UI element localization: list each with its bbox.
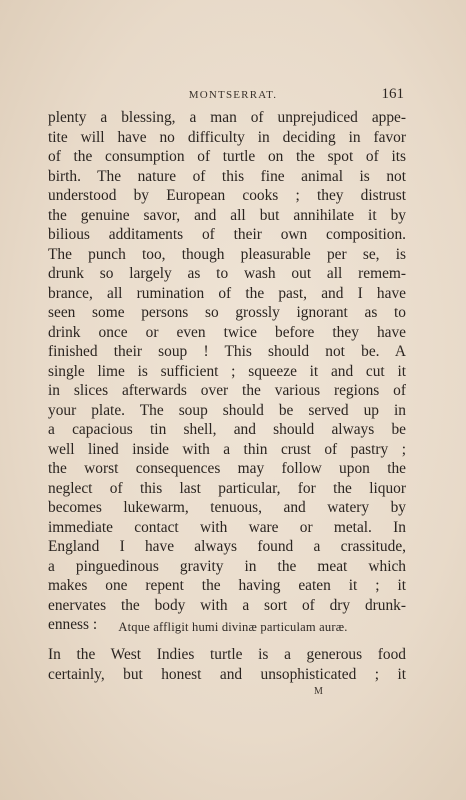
latin-quotation: Atque affligit humi divinæ particulam auræ. bbox=[118, 620, 348, 634]
body-text bbox=[48, 108, 406, 635]
signature-mark: M bbox=[314, 686, 324, 697]
text-line: In the West Indies turtle is a generous food bbox=[48, 646, 406, 663]
text-line: seen some persons so grossly ignorant as to bbox=[48, 304, 406, 321]
text-line: drink once or even twice before they have bbox=[48, 323, 406, 341]
text-line: plenty a blessing, a man of unprejudiced appe- bbox=[48, 109, 406, 126]
text-line: understood by European cooks ; they distrust bbox=[48, 187, 406, 204]
text-line: becomes lukewarm, tenuous, and watery by bbox=[48, 499, 406, 516]
text-line: in slices afterwards over the various regions of bbox=[48, 382, 406, 399]
page-number: 161 bbox=[381, 86, 404, 102]
text-line: The punch too, though pleasurable per se, is bbox=[48, 245, 406, 263]
text-line: a capacious tin shell, and should always be bbox=[48, 421, 406, 438]
text-line: a pinguedinous gravity in the meat which bbox=[48, 557, 406, 575]
text-line: the worst consequences may follow upon the bbox=[48, 460, 406, 477]
text-line: brance, all rumination of the past, and I have bbox=[48, 284, 406, 302]
text-line: well lined inside with a thin crust of pastry ; bbox=[48, 440, 406, 458]
text-line: makes one repent the having eaten it ; it bbox=[48, 577, 406, 594]
text-line: drunk so largely as to wash out all remem- bbox=[48, 265, 406, 282]
text-line: finished their soup ! This should not be. A bbox=[48, 343, 406, 360]
text-line: birth. The nature of this fine animal is not bbox=[48, 167, 406, 185]
text-line: enness : bbox=[48, 616, 98, 633]
text-line: certainly, but honest and unsophisticated ; it bbox=[48, 665, 406, 683]
continuation-text bbox=[48, 645, 406, 684]
text-line: your plate. The soup should be served up in bbox=[48, 401, 406, 419]
text-line: tite will have no difficulty in deciding in favor bbox=[48, 128, 406, 146]
text-line: neglect of this last particular, for the liquor bbox=[48, 479, 406, 497]
running-title: MONTSERRAT. bbox=[188, 89, 278, 101]
text-line: bilious additaments of their own composition. bbox=[48, 226, 406, 243]
text-line: immediate contact with ware or metal. In bbox=[48, 518, 406, 536]
text-line: enervates the body with a sort of dry drunk- bbox=[48, 596, 406, 614]
text-line: single lime is sufficient ; squeeze it and cut it bbox=[48, 362, 406, 380]
running-head bbox=[0, 86, 466, 106]
text-line: the genuine savor, and all but annihilate it by bbox=[48, 206, 406, 224]
text-line: of the consumption of turtle on the spot of its bbox=[48, 148, 406, 165]
text-line: England I have always found a crassitude, bbox=[48, 538, 406, 555]
